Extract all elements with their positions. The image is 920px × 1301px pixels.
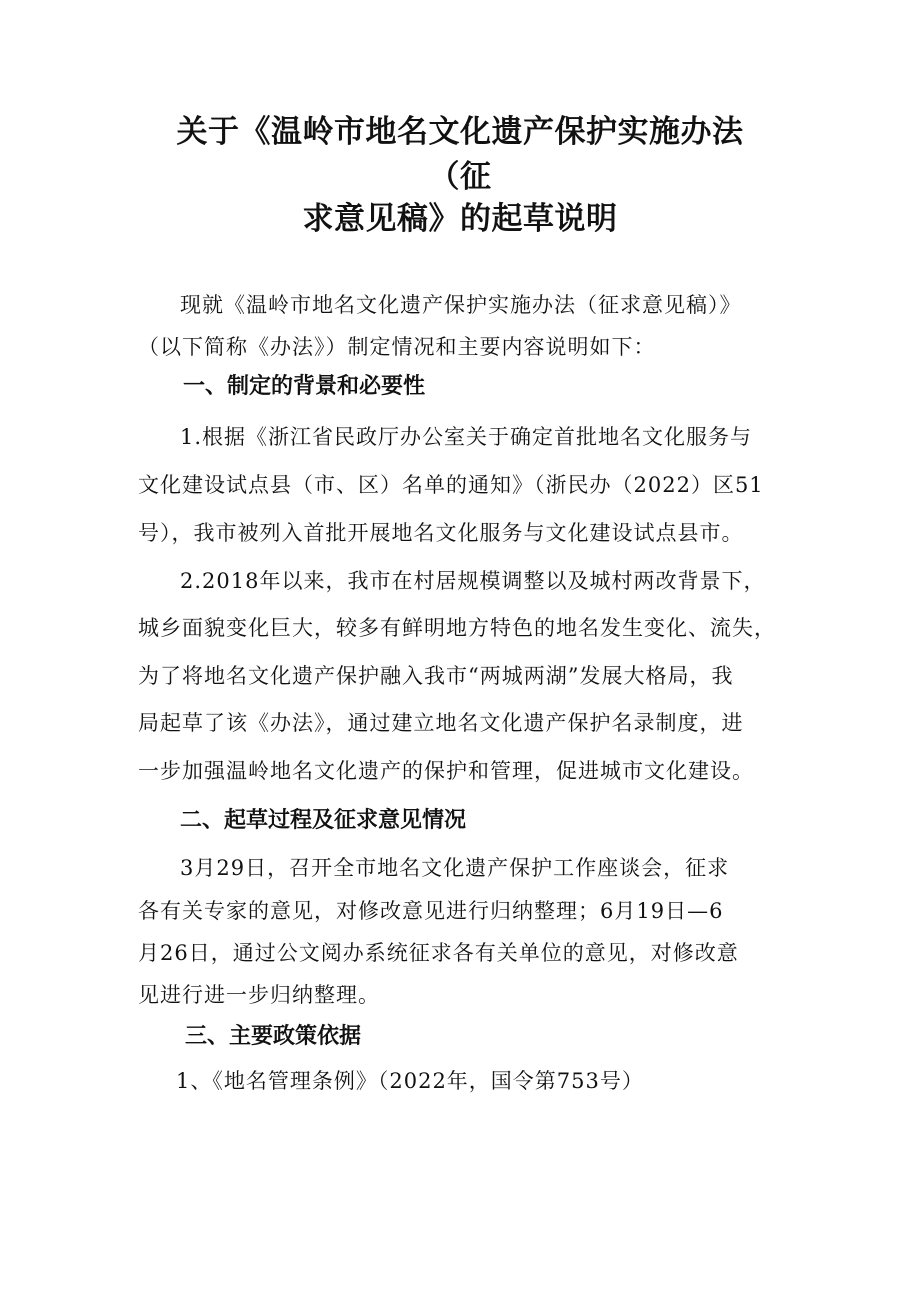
section-3-heading: 三、主要政策依据 (185, 1024, 362, 1049)
section-2-line-4: 见进行进一步归纳整理。 (138, 983, 380, 1007)
section-1-p1-line-2: 文化建设试点县（市、区）名单的通知》（浙民办（2022）区51 (138, 473, 764, 497)
section-1-p2-line-1: 2.2018年以来，我市在村居规模调整以及城村两改背景下， (180, 569, 766, 593)
section-1-p2-line-2: 城乡面貌变化巨大，较多有鲜明地方特色的地名发生变化、流失， (138, 616, 776, 640)
intro-line-2: （以下简称《办法》）制定情况和主要内容说明如下： (138, 335, 656, 359)
document-title-line-2: （征 (428, 159, 492, 195)
section-1-heading: 一、制定的背景和必要性 (183, 374, 426, 399)
section-1-p1-line-3: 号），我市被列入首批开展地名文化服务与文化建设试点县市。 (138, 521, 744, 545)
section-1-p2-line-5: 一步加强温岭地名文化遗产的保护和管理，促进城市文化建设。 (138, 759, 754, 783)
section-3-item-1: 1、《地名管理条例》（2022年，国令第753号） (176, 1069, 644, 1093)
section-2-line-2: 各有关专家的意见，对修改意见进行归纳整理；6月19日—6 (138, 899, 724, 923)
document-title-line-1: 关于《温岭市地名文化遗产保护实施办法 (176, 114, 744, 150)
section-1-p2-line-3: 为了将地名文化遗产保护融入我市“两城两湖”发展大格局，我 (138, 664, 734, 688)
section-2-line-1: 3月29日，召开全市地名文化遗产保护工作座谈会，征求 (180, 856, 730, 880)
section-2-heading: 二、起草过程及征求意见情况 (180, 808, 467, 833)
intro-line-1: 现就《温岭市地名文化遗产保护实施办法（征求意见稿）》 (180, 293, 742, 317)
section-1-p1-line-1: 1.根据《浙江省民政厅办公室关于确定首批地名文化服务与 (180, 425, 753, 449)
section-2-line-3: 月26日，通过公文阅办系统征求各有关单位的意见，对修改意 (138, 941, 739, 965)
section-1-p2-line-4: 局起草了该《办法》，通过建立地名文化遗产保护名录制度，进 (138, 711, 744, 735)
document-title-line-3: 求意见稿》的起草说明 (302, 201, 618, 237)
